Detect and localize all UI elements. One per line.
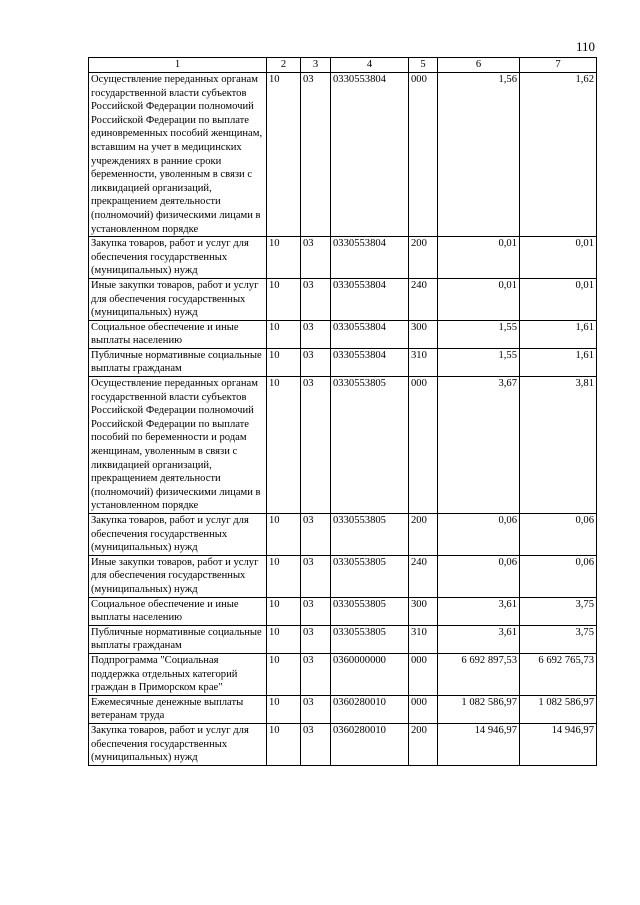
row-amount-col7: 0,01 [520,278,597,320]
page-number: 110 [575,39,595,54]
row-amount-col6: 1,55 [438,348,520,376]
column-header-3: 3 [301,58,331,73]
row-subsection: 03 [301,514,331,556]
row-target-article: 0330553804 [331,278,409,320]
row-target-article: 0330553804 [331,73,409,237]
row-expense-type: 000 [409,73,438,237]
row-expense-type: 200 [409,723,438,765]
row-amount-col6: 3,61 [438,625,520,653]
row-name: Социальное обеспечение и иные выплаты населению [89,320,267,348]
row-amount-col7: 0,06 [520,555,597,597]
row-amount-col6: 6 692 897,53 [438,653,520,695]
row-expense-type: 000 [409,653,438,695]
table-body [89,73,597,766]
table-row [89,320,597,348]
row-expense-type: 200 [409,514,438,556]
row-amount-col6: 0,06 [438,555,520,597]
row-target-article: 0330553805 [331,514,409,556]
row-name: Публичные нормативные социальные выплаты гражданам [89,625,267,653]
row-expense-type: 300 [409,597,438,625]
column-header-5: 5 [409,58,438,73]
table-row [89,723,597,765]
row-subsection: 03 [301,320,331,348]
row-amount-col7: 3,75 [520,597,597,625]
header-row [89,58,597,73]
row-subsection: 03 [301,348,331,376]
row-amount-col6: 1 082 586,97 [438,695,520,723]
row-name: Публичные нормативные социальные выплаты гражданам [89,348,267,376]
row-section: 10 [267,348,301,376]
row-section: 10 [267,695,301,723]
row-section: 10 [267,625,301,653]
row-subsection: 03 [301,597,331,625]
row-target-article: 0360000000 [331,653,409,695]
budget-table [88,57,597,766]
row-amount-col7: 0,01 [520,237,597,279]
row-amount-col7: 1,61 [520,320,597,348]
row-name: Закупка товаров, работ и услуг для обеспечения государственных (муниципальных) нужд [89,237,267,279]
column-header-6: 6 [438,58,520,73]
row-expense-type: 310 [409,625,438,653]
row-section: 10 [267,653,301,695]
column-header-7: 7 [520,58,597,73]
row-expense-type: 310 [409,348,438,376]
row-section: 10 [267,320,301,348]
table-row [89,377,597,514]
row-amount-col7: 6 692 765,73 [520,653,597,695]
row-amount-col6: 14 946,97 [438,723,520,765]
row-amount-col6: 1,55 [438,320,520,348]
row-name: Осуществление переданных органам государственной власти субъектов Российской Федерации полномочий Российской Федерации по выплате пособий по беременности и родам женщинам, уволенным в связи с ликвидацией организаций, прекращением деятельности (полномочий) физическими лицами в установленном порядке [89,377,267,514]
row-section: 10 [267,73,301,237]
row-amount-col6: 0,01 [438,237,520,279]
row-amount-col7: 3,81 [520,377,597,514]
row-section: 10 [267,278,301,320]
column-header-1: 1 [89,58,267,73]
table-row [89,348,597,376]
column-header-4: 4 [331,58,409,73]
row-target-article: 0330553805 [331,555,409,597]
row-expense-type: 240 [409,278,438,320]
row-amount-col7: 3,75 [520,625,597,653]
table-row [89,73,597,237]
row-expense-type: 240 [409,555,438,597]
row-subsection: 03 [301,73,331,237]
row-section: 10 [267,723,301,765]
table-row [89,237,597,279]
row-expense-type: 000 [409,377,438,514]
row-name: Подпрограмма "Социальная поддержка отдельных категорий граждан в Приморском крае" [89,653,267,695]
row-target-article: 0360280010 [331,723,409,765]
row-name: Ежемесячные денежные выплаты ветеранам труда [89,695,267,723]
row-amount-col7: 1,62 [520,73,597,237]
row-amount-col7: 1 082 586,97 [520,695,597,723]
row-subsection: 03 [301,653,331,695]
row-subsection: 03 [301,555,331,597]
row-name: Социальное обеспечение и иные выплаты населению [89,597,267,625]
table-row [89,597,597,625]
row-amount-col6: 3,61 [438,597,520,625]
row-name: Осуществление переданных органам государственной власти субъектов Российской Федерации полномочий Российской Федерации по выплате единовременных пособий женщинам, вставшим на учет в медицинских учреждениях в ранние сроки беременности, уволенным в связи с ликвидацией организаций, прекращением деятельности (полномочий) физическими лицами в установленном порядке [89,73,267,237]
row-section: 10 [267,514,301,556]
row-target-article: 0330553805 [331,597,409,625]
table-row [89,514,597,556]
row-section: 10 [267,555,301,597]
row-name: Иные закупки товаров, работ и услуг для обеспечения государственных (муниципальных) нужд [89,278,267,320]
row-subsection: 03 [301,278,331,320]
row-section: 10 [267,237,301,279]
row-subsection: 03 [301,377,331,514]
row-name: Иные закупки товаров, работ и услуг для обеспечения государственных (муниципальных) нужд [89,555,267,597]
row-section: 10 [267,597,301,625]
row-target-article: 0330553805 [331,625,409,653]
row-subsection: 03 [301,237,331,279]
row-expense-type: 300 [409,320,438,348]
row-section: 10 [267,377,301,514]
row-target-article: 0330553804 [331,348,409,376]
table-row [89,653,597,695]
row-amount-col6: 1,56 [438,73,520,237]
row-target-article: 0330553805 [331,377,409,514]
row-amount-col7: 1,61 [520,348,597,376]
table-row [89,695,597,723]
row-name: Закупка товаров, работ и услуг для обеспечения государственных (муниципальных) нужд [89,514,267,556]
column-header-2: 2 [267,58,301,73]
row-amount-col6: 0,06 [438,514,520,556]
table-row [89,278,597,320]
table-row [89,555,597,597]
row-name: Закупка товаров, работ и услуг для обеспечения государственных (муниципальных) нужд [89,723,267,765]
row-target-article: 0330553804 [331,320,409,348]
row-subsection: 03 [301,625,331,653]
row-subsection: 03 [301,695,331,723]
row-amount-col6: 0,01 [438,278,520,320]
row-expense-type: 000 [409,695,438,723]
table-row [89,625,597,653]
row-expense-type: 200 [409,237,438,279]
row-target-article: 0360280010 [331,695,409,723]
row-target-article: 0330553804 [331,237,409,279]
row-amount-col7: 0,06 [520,514,597,556]
row-amount-col7: 14 946,97 [520,723,597,765]
row-subsection: 03 [301,723,331,765]
row-amount-col6: 3,67 [438,377,520,514]
